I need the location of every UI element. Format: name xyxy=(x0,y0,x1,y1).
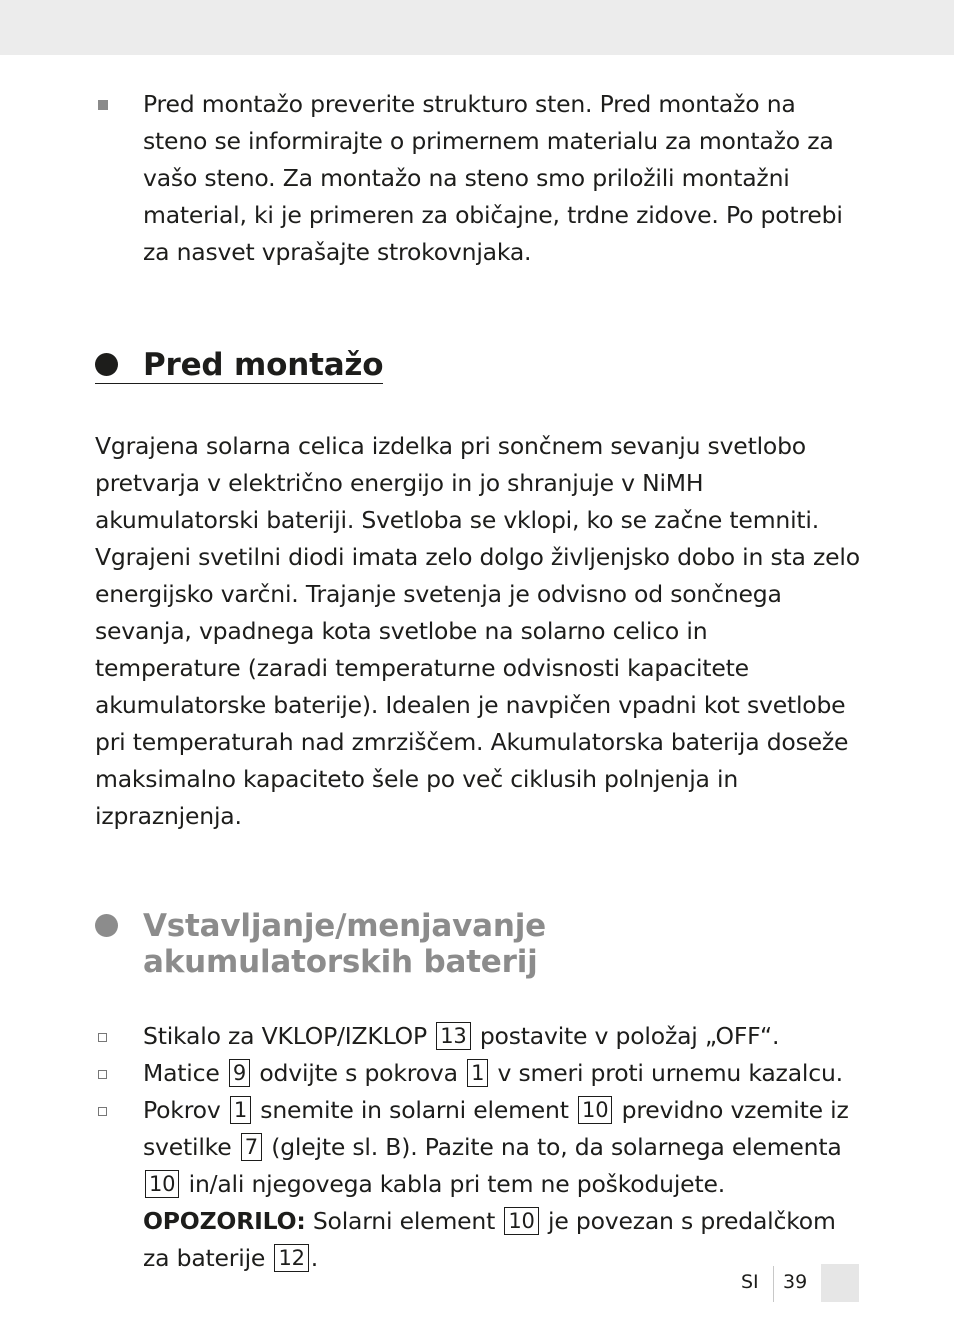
reference-number: 1 xyxy=(467,1059,488,1087)
section-title-line1: Vstavljanje/menjavanje xyxy=(143,908,546,944)
section-paragraph: Vgrajena solarna celica izdelka pri sončnem sevanju svetlobo pretvarja v električno energijo in jo shranjuje v NiMH akumulatorski bateriji. Svetloba se vklopi, ko se začne temniti. Vgrajeni svetilni diodi imata zelo dolgo življenjsko dobo in sta zelo energijsko varčni. Trajanje svetenja je odvisno od sončnega sevanja, vpadnega kota svetlobe na solarno celico in temperature (zaradi temperaturne odvisnosti kapacitete akumulatorske baterije). Idealen je navpičen vpadni kot svetlobe pri temperaturah nad zmrziščem. Akumulatorska baterija doseže maksimalno kapaciteto šele po več ciklusih polnjenja in izpraznjenja. xyxy=(95,432,860,830)
reference-number: 1 xyxy=(230,1096,251,1124)
reference-number: 10 xyxy=(145,1170,179,1198)
steps-list xyxy=(95,1018,860,1277)
footer-tab-box xyxy=(821,1264,859,1302)
footer-language: SI xyxy=(741,1271,759,1293)
footer-divider xyxy=(773,1266,774,1302)
page-content xyxy=(95,86,860,1277)
checkbox-square-icon xyxy=(98,1033,107,1042)
square-bullet-icon xyxy=(98,100,108,110)
section-title-line2: akumulatorskih baterij xyxy=(143,944,538,980)
reference-number: 13 xyxy=(436,1022,470,1050)
list-item: Stikalo za VKLOP/IZKLOP 13 postavite v položaj „OFF“. xyxy=(95,1018,860,1055)
section-heading-batteries xyxy=(95,908,860,980)
bullet-dot-icon xyxy=(95,914,118,937)
list-item: Pokrov 1 snemite in solarni element 10 previdno vzemite iz svetilke 7 (glejte sl. B). Pazite na to, da solarnega elementa 10 in/ali njegovega kabla pri tem ne poškodujete. OPOZORILO: Solarni element 10 je povezan s predalčkom za baterije 12 . xyxy=(95,1092,860,1277)
list-item: Matice 9 odvijte s pokrova 1 v smeri proti urnemu kazalcu. xyxy=(95,1055,860,1092)
page-number: 39 xyxy=(783,1271,808,1293)
reference-number: 10 xyxy=(578,1096,612,1124)
section-title: Pred montažo xyxy=(143,347,384,383)
intro-bullet xyxy=(95,86,860,271)
reference-number: 9 xyxy=(229,1059,250,1087)
section-heading-pred-montazo xyxy=(95,347,383,384)
warning-label: OPOZORILO: xyxy=(143,1207,306,1235)
reference-number: 10 xyxy=(504,1207,538,1235)
checkbox-square-icon xyxy=(98,1070,107,1079)
reference-number: 7 xyxy=(241,1133,262,1161)
checkbox-square-icon xyxy=(98,1107,107,1116)
reference-number: 12 xyxy=(274,1244,308,1272)
top-band xyxy=(0,0,954,55)
bullet-dot-icon xyxy=(95,353,118,376)
intro-text: Pred montažo preverite strukturo sten. Pred montažo na steno se informirajte o primernem materialu za montažo za vašo steno. Za montažo na steno smo priložili montažni material, ki je primeren za običajne, trdne zidove. Po potrebi za nasvet vprašajte strokovnjaka. xyxy=(143,90,843,266)
